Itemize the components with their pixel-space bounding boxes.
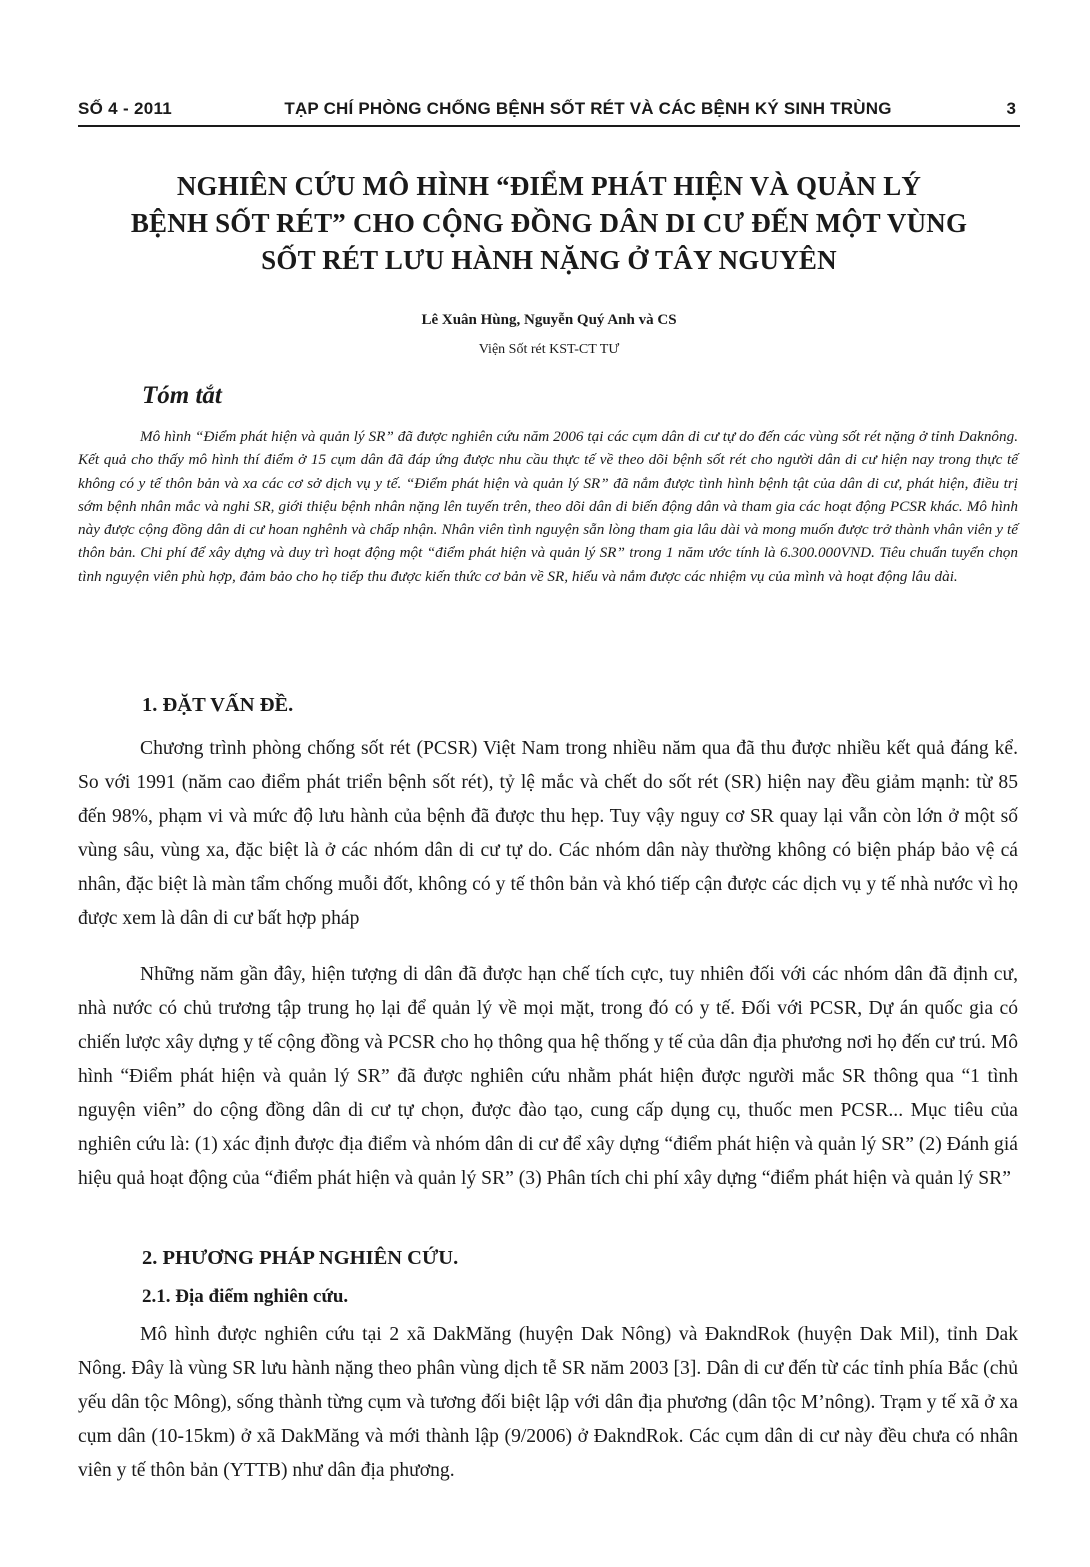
section-2-heading: 2. PHƯƠNG PHÁP NGHIÊN CỨU. (142, 1247, 459, 1269)
section-1-paragraph-1: Chương trình phòng chống sốt rét (PCSR) Việt Nam trong nhiều năm qua đã thu được nhiều kết quả đáng kể. So với 1991 (năm cao điểm phát triển bệnh sốt rét), tỷ lệ mắc và chết do sốt rét (SR) hiện nay đều giảm mạnh: từ 85 đến 98%, phạm vi và mức độ lưu hành của bệnh đã được thu hẹp. Tuy vậy nguy cơ SR quay lại vẫn còn lớn ở một số vùng sâu, vùng xa, đặc biệt là ở các nhóm dân di cư tự do. Các nhóm dân này thường không có biện pháp bảo vệ cá nhân, đặc biệt là màn tẩm chống muỗi đốt, không có y tế thôn bản và khó tiếp cận được các dịch vụ y tế nhà nước vì họ được xem là dân di cư bất hợp pháp (78, 738, 1018, 929)
abstract-text: Mô hình “Điểm phát hiện và quản lý SR” đã được nghiên cứu năm 2006 tại các cụm dân di cư tự do đến các vùng sốt rét nặng ở tỉnh Daknông. Kết quả cho thấy mô hình thí điểm ở 15 cụm dân đã đáp ứng được nhu cầu thực tế về theo dõi bệnh sốt rét cho người dân di cư hiện nay trong thực tế không có y tế thôn bản và xa các cơ sở dịch vụ y tế. “Điểm phát hiện và quản lý SR” đã nắm được tình hình bệnh tật của dân di cư, phát hiện, điều trị sớm bệnh nhân mắc và nghi SR, giới thiệu bệnh nhân nặng lên tuyến trên, theo dõi dân di biến động dân và tham gia các hoạt động PCSR khác. Mô hình này được cộng đồng dân di cư hoan nghênh và chấp nhận. Nhân viên tình nguyện sẵn lòng tham gia lâu dài và mong muốn được trở thành vhân viên y tế thôn bản. Chi phí để xây dựng và duy trì hoạt động một “điểm phát hiện và quản lý SR” trong 1 năm ước tính là 6.300.000VND. Tiêu chuẩn tuyển chọn tình nguyện viên phù hợp, đảm bảo cho họ tiếp thu được kiến thức cơ bản về SR, hiểu và nắm được các nhiệm vụ của mình và hoạt động lâu dài. (78, 428, 1018, 585)
issue-number: SỐ 4 - 2011 (78, 99, 173, 118)
section-1-heading: 1. ĐẶT VẤN ĐỀ. (142, 694, 294, 716)
authors: Lê Xuân Hùng, Nguyễn Quý Anh và CS (421, 312, 677, 328)
title-line: NGHIÊN CỨU MÔ HÌNH “ĐIỂM PHÁT HIỆN VÀ QUẢN LÝ (176, 171, 922, 201)
running-header (78, 95, 1020, 127)
section-1-paragraph-2: Những năm gần đây, hiện tượng di dân đã được hạn chế tích cực, tuy nhiên đối với các nhóm dân đã định cư, nhà nước có chủ trương tập trung họ lại để quản lý về mọi mặt, trong đó có y tế. Đối với PCSR, Dự án quốc gia có chiến lược xây dựng y tế cộng đồng và PCSR cho họ thông qua hệ thống y tế của dân địa phương nơi họ đến cư trú. Mô hình “Điểm phát hiện và quản lý SR” đã được nghiên cứu nhằm phát hiện được người mắc SR thông qua “1 tình nguyện viên” do cộng đồng dân di cư tự chọn, được đào tạo, cung cấp dụng cụ, thuốc men PCSR... Mục tiêu của nghiên cứu là: (1) xác định được địa điểm và nhóm dân di cư để xây dựng “điểm phát hiện và quản lý SR” (2) Đánh giá hiệu quả hoạt động của “điểm phát hiện và quản lý SR” (3) Phân tích chi phí xây dựng “điểm phát hiện và quản lý SR” (78, 964, 1018, 1189)
abstract-heading: Tóm tắt (142, 382, 222, 409)
subsection-2-1-paragraph: Mô hình được nghiên cứu tại 2 xã DakMăng (huyện Dak Nông) và ĐakndRok (huyện Dak Mil), tỉnh Dak Nông. Đây là vùng SR lưu hành nặng theo phân vùng dịch tễ SR năm 2003 [3]. Dân di cư đến từ các tỉnh phía Bắc (chủ yếu dân tộc Mông), sống thành từng cụm và tương đối biệt lập với dân địa phương (dân tộc M’nông). Trạm y tế xã ở xa cụm dân (10-15km) ở xã DakMăng và mới thành lập (9/2006) ở ĐakndRok. Các cụm dân di cư này đều chưa có nhân viên y tế thôn bản (YTTB) như dân địa phương. (78, 1324, 1018, 1481)
subsection-2-1-heading: 2.1. Địa điểm nghiên cứu. (142, 1286, 349, 1307)
title-line: SỐT RÉT LƯU HÀNH NẶNG Ở TÂY NGUYÊN (261, 245, 837, 275)
title-line: BỆNH SỐT RÉT” CHO CỘNG ĐỒNG DÂN DI CƯ ĐẾN MỘT VÙNG (130, 208, 968, 238)
affiliation: Viện Sốt rét KST-CT TƯ (478, 342, 620, 357)
article-title (78, 168, 1020, 279)
journal-name: TẠP CHÍ PHÒNG CHỐNG BỆNH SỐT RÉT VÀ CÁC BỆNH KÝ SINH TRÙNG (284, 99, 892, 118)
page-number: 3 (1006, 99, 1016, 118)
